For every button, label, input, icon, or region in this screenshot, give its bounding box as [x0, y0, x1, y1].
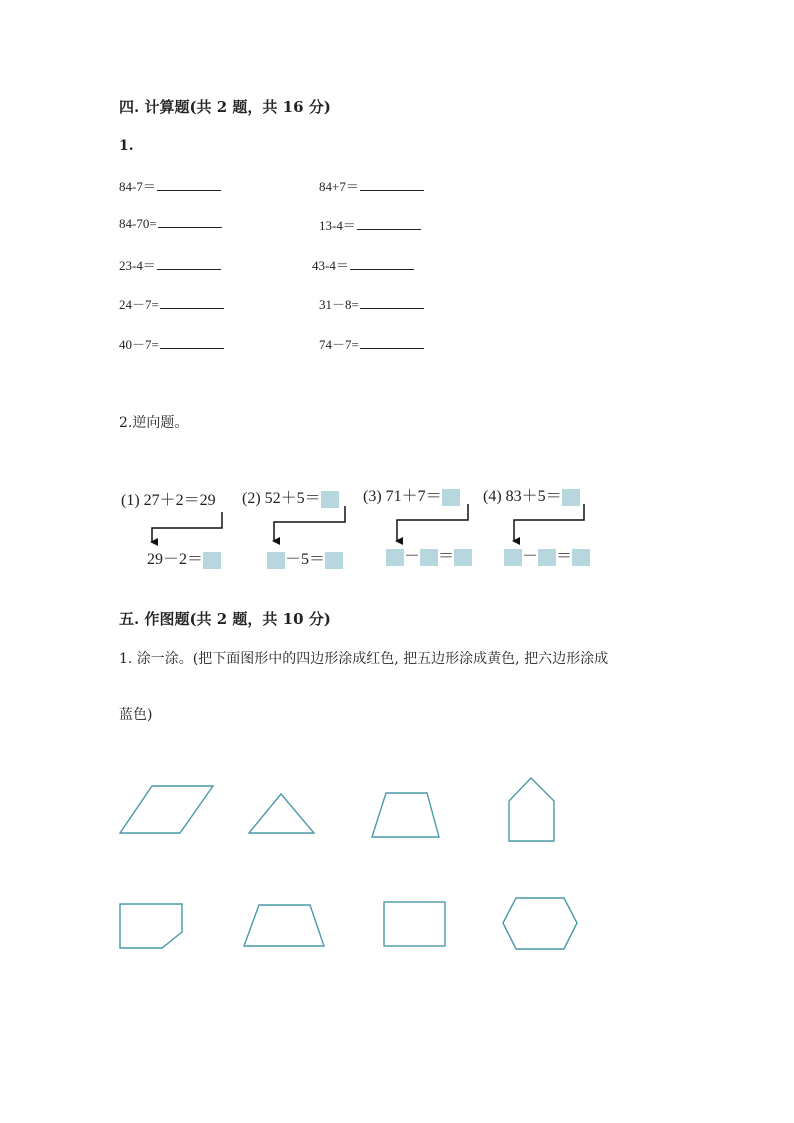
inverse-answer-4: － ＝: [504, 543, 590, 566]
cut-corner-pentagon-icon[interactable]: [120, 904, 182, 948]
section-4-title: 四. 计算题(共 2 题，共 16 分): [119, 98, 331, 116]
house-pentagon-icon[interactable]: [509, 778, 554, 841]
parallelogram-icon[interactable]: [120, 786, 213, 833]
calc-item: 74－7=: [319, 334, 424, 353]
calc-item: 13-4＝: [319, 215, 421, 234]
triangle-icon[interactable]: [249, 794, 314, 833]
inverse-answer-3: － ＝: [386, 543, 472, 566]
calc-item: 31－8=: [319, 294, 424, 313]
inverse-item-3: (3) 71＋7＝: [363, 483, 460, 506]
calc-item: 43-4＝: [312, 255, 414, 274]
inverse-item-2: (2) 52＋5＝: [242, 485, 339, 508]
calc-item: 40－7=: [119, 334, 224, 353]
question-1-number: 1.: [119, 138, 134, 154]
question-instructions: 1. 涂一涂。(把下面图形中的四边形涂成红色, 把五边形涂成黄色, 把六边形涂成: [119, 651, 609, 667]
trapezoid-icon[interactable]: [244, 905, 324, 946]
calc-item: 84+7＝: [319, 176, 424, 195]
section-5-title: 五. 作图题(共 2 题，共 10 分): [119, 610, 331, 628]
inverse-answer-1: 29－2＝: [147, 546, 221, 569]
inverse-item-4: (4) 83＋5＝: [483, 483, 580, 506]
hexagon-icon[interactable]: [503, 898, 577, 949]
trapezoid-icon[interactable]: [372, 793, 439, 837]
calc-item: 23-4＝: [119, 255, 221, 274]
question-2-title: 2.逆向题。: [119, 415, 189, 431]
question-instructions-cont: 蓝色): [119, 707, 153, 723]
rectangle-icon[interactable]: [384, 902, 445, 946]
inverse-item-1: (1) 27＋2＝29: [121, 492, 216, 509]
calc-item: 24－7=: [119, 294, 224, 313]
calc-item: 84-7＝: [119, 176, 221, 195]
calc-item: 84-70=: [119, 215, 222, 232]
inverse-answer-2: －5＝: [267, 546, 343, 569]
